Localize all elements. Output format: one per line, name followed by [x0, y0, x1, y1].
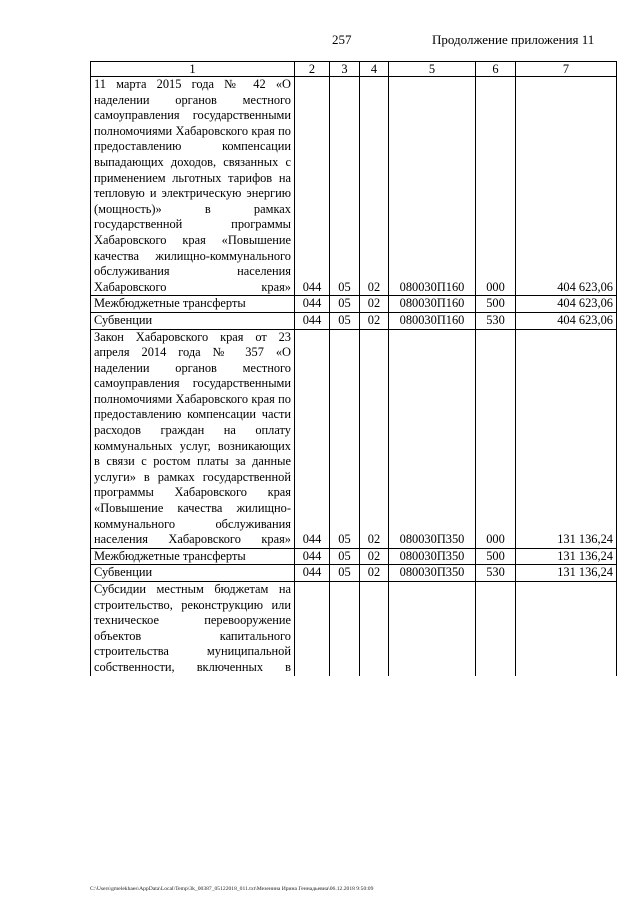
row-description: Субвенции [91, 312, 295, 329]
cell-code-3: 05 [330, 548, 360, 565]
cell-code-4: 02 [360, 296, 389, 313]
cell-code-2: 044 [295, 329, 330, 548]
cell-amount [516, 582, 617, 676]
cell-code-4: 02 [360, 329, 389, 548]
cell-amount: 131 136,24 [516, 548, 617, 565]
cell-code-4: 02 [360, 312, 389, 329]
cell-code-2 [295, 582, 330, 676]
cell-code-5: 080030П350 [389, 548, 476, 565]
cell-code-2: 044 [295, 565, 330, 582]
column-number: 3 [330, 62, 360, 77]
cell-code-2: 044 [295, 296, 330, 313]
budget-table [90, 61, 617, 676]
row-description: Закон Хабаровского края от 23 апреля 2014 года № 357 «О наделении органов местного самоуправления государственными полномочиями Хабаровского края по предоставлению компенсации части расходов граждан на оплату коммунальных услуг, возникающих в связи с ростом платы за данные услуги» в рамках государственной программы Хабаровского края «Повышение качества жилищно-коммунального обслуживания населения Хабаровского края» [91, 329, 295, 548]
cell-amount: 404 623,06 [516, 312, 617, 329]
cell-code-6: 000 [476, 329, 516, 548]
column-number: 2 [295, 62, 330, 77]
column-number: 5 [389, 62, 476, 77]
footer-file-path: C:\Users\gmelekhaes\AppData\Local\Temp\3k_00387_05122018_011.txt\Мезенина Ирина Геннадьевна\06.12.2018 9:50:09 [90, 886, 374, 892]
cell-code-3: 05 [330, 312, 360, 329]
column-number: 1 [91, 62, 295, 77]
cell-code-4 [360, 582, 389, 676]
row-description: Межбюджетные трансферты [91, 296, 295, 313]
cell-code-3: 05 [330, 296, 360, 313]
table-row [91, 296, 617, 313]
cell-code-2: 044 [295, 548, 330, 565]
cell-code-2: 044 [295, 312, 330, 329]
cell-code-3: 05 [330, 565, 360, 582]
running-head: Продолжение приложения 11 [432, 32, 595, 47]
cell-code-4: 02 [360, 548, 389, 565]
cell-code-5: 080030П160 [389, 77, 476, 296]
column-number: 6 [476, 62, 516, 77]
table-row [91, 77, 617, 296]
column-number: 7 [516, 62, 617, 77]
cell-code-3: 05 [330, 77, 360, 296]
cell-code-6: 500 [476, 548, 516, 565]
page-number: 257 [332, 32, 352, 47]
cell-code-3 [330, 582, 360, 676]
cell-code-4: 02 [360, 565, 389, 582]
table-row [91, 582, 617, 676]
row-description: 11 марта 2015 года № 42 «О наделении органов местного самоуправления государственными полномочиями Хабаровского края по предоставлению компенсации выпадающих доходов, связанных с применением льготных тарифов на тепловую и электрическую энергию (мощность)» в рамках государственной программы Хабаровского края «Повышение качества жилищно-коммунального обслуживания населения Хабаровского края» [91, 77, 295, 296]
cell-code-5: 080030П350 [389, 565, 476, 582]
table-row [91, 329, 617, 548]
column-number-row [91, 62, 617, 77]
cell-code-3: 05 [330, 329, 360, 548]
cell-code-6: 530 [476, 565, 516, 582]
row-description: Субсидии местным бюджетам на строительство, реконструкцию или техническое перевооружение объектов капитального строительства муниципальной собственности, включенных в [91, 582, 295, 676]
column-number: 4 [360, 62, 389, 77]
row-description: Субвенции [91, 565, 295, 582]
row-description: Межбюджетные трансферты [91, 548, 295, 565]
cell-code-4: 02 [360, 77, 389, 296]
cell-amount: 404 623,06 [516, 296, 617, 313]
cell-amount: 131 136,24 [516, 329, 617, 548]
table-row [91, 565, 617, 582]
cell-code-6: 000 [476, 77, 516, 296]
table-row [91, 312, 617, 329]
table-row [91, 548, 617, 565]
cell-amount: 404 623,06 [516, 77, 617, 296]
cell-code-6: 530 [476, 312, 516, 329]
cell-code-2: 044 [295, 77, 330, 296]
cell-amount: 131 136,24 [516, 565, 617, 582]
cell-code-5 [389, 582, 476, 676]
cell-code-5: 080030П160 [389, 296, 476, 313]
cell-code-6: 500 [476, 296, 516, 313]
cell-code-5: 080030П160 [389, 312, 476, 329]
cell-code-5: 080030П350 [389, 329, 476, 548]
cell-code-6 [476, 582, 516, 676]
